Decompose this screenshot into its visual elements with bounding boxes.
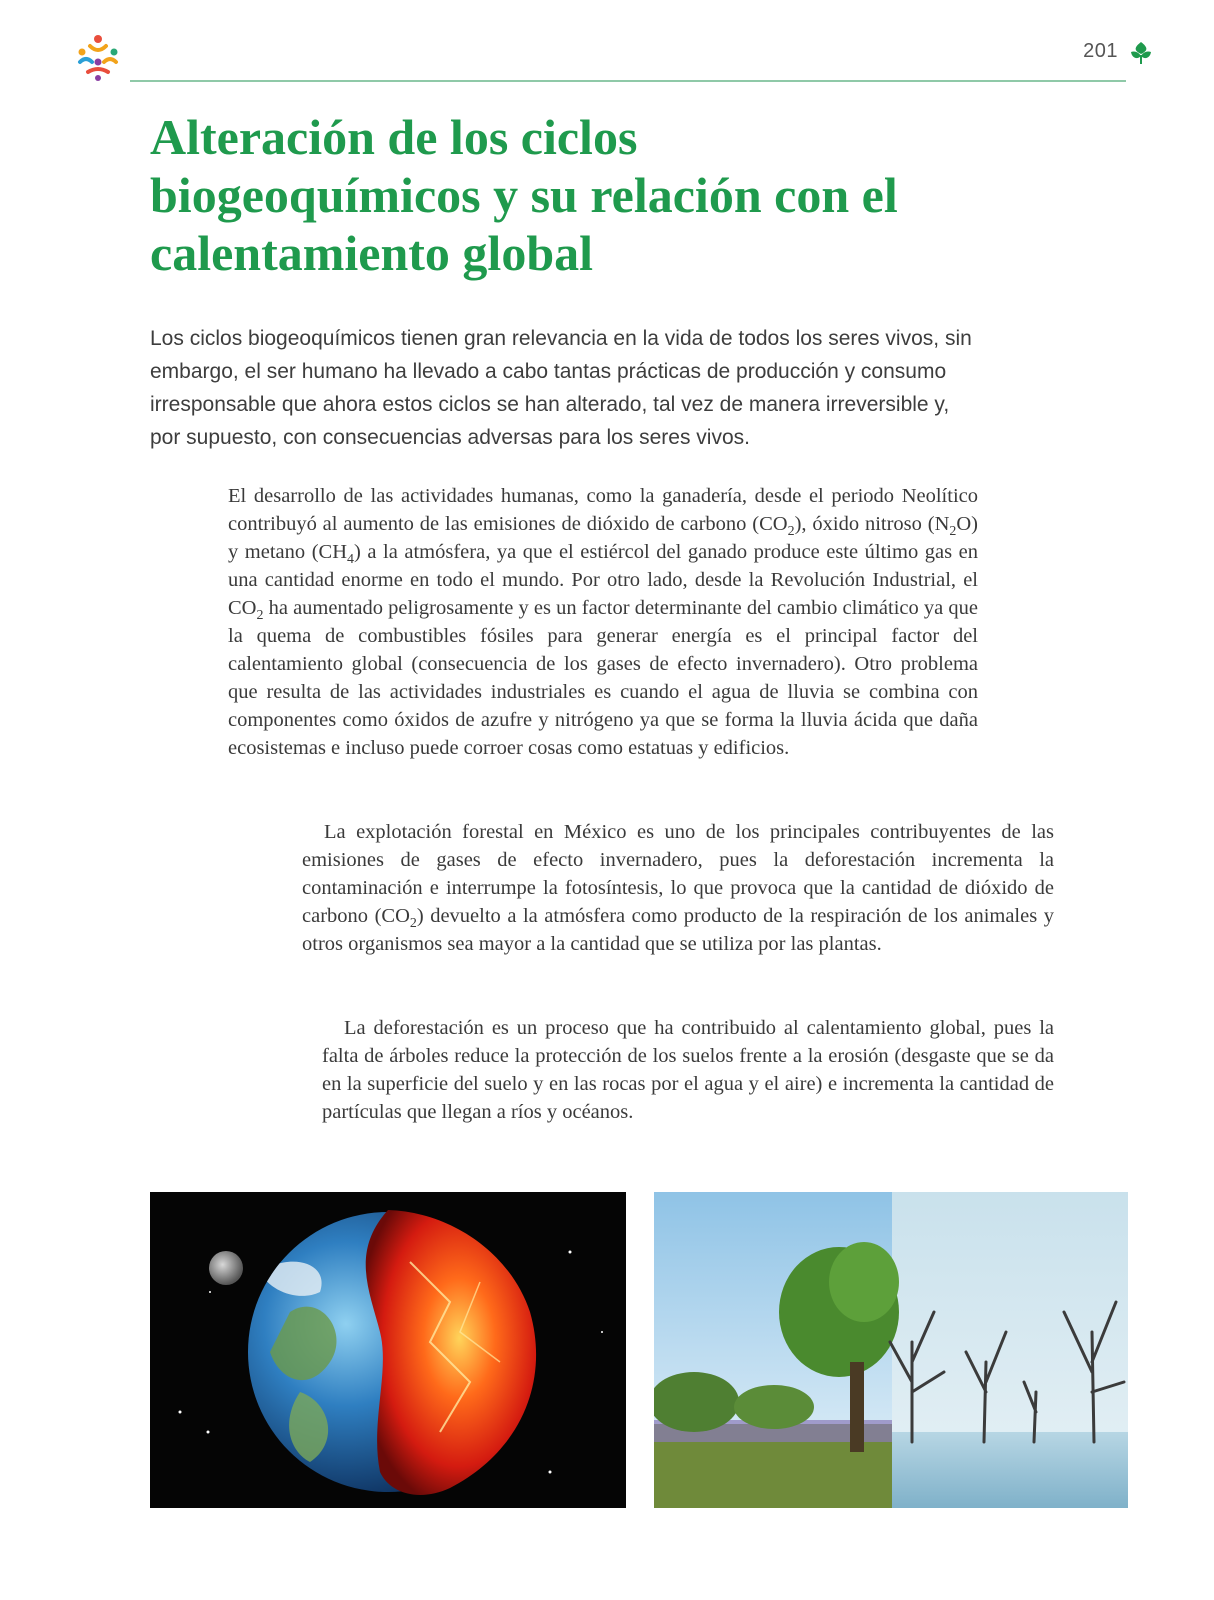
page-title: Alteración de los ciclos biogeoquímicos y su relación con el calentamiento global [150, 109, 898, 281]
green-leaf-icon [1128, 40, 1154, 66]
header-rule [130, 80, 1126, 82]
paragraph-livestock-emissions: El desarrollo de las actividades humanas, como la ganadería, desde el periodo Neolítico contribuyó al aumento de las emisiones de dióxido de carbono $(CO_2)$, óxido nitroso $(N_2O)$ y metano $(CH_4)$ a la atmósfera, ya que el estiércol del ganado produce este último gas en una cantidad enorme en todo el mundo. Por otro lado, desde la Revolución Industrial, el $CO_2$ ha aumentado peligrosamente y es un factor determinante del cambio climático ya que la quema de combustibles fósiles para generar energía es el principal factor del calentamiento global (consecuencia de los gases de efecto invernadero). Otro problema que resulta de las actividades industriales es cuando el agua de lluvia se combina con componentes como óxidos de azufre y nitrógeno ya que se forma la lluvia ácida que daña ecosistemas e incluso puede corroer cosas como estatuas y edificios. [228, 485, 978, 759]
colorful-people-logo-icon [72, 32, 124, 84]
paragraph-forest-exploitation: La explotación forestal en México es uno de los principales contribuyentes de las emisiones de gases de efecto invernadero, pues la deforestación incrementa la contaminación e interrumpe la fotosíntesis, lo que provoca que la cantidad de dióxido de carbono $(CO_2)$ devuelto a la atmósfera como producto de la respiración de los animales y otros organismos sea mayor a la cantidad que se utiliza por las plantas. [302, 821, 1054, 955]
page-number: 201 [1083, 40, 1118, 62]
intro-paragraph: Los ciclos biogeoquímicos tienen gran relevancia en la vida de todos los seres vivos, sin embargo, el ser humano ha llevado a cabo tantas prácticas de producción y consumo irresponsable que ahora estos ciclos se han alterado, tal vez de manera irreversible y, por supuesto, con consecuencias adversas para los seres vivos. [150, 327, 972, 449]
burning-earth-image [150, 1192, 626, 1508]
trees-deforestation-image [654, 1192, 1128, 1508]
paragraph-deforestation: La deforestación es un proceso que ha contribuido al calentamiento global, pues la falta de árboles reduce la protección de los suelos frente a la erosión (desgaste que se da en la superficie del suelo y en las rocas por el agua y el aire) e incrementa la cantidad de partículas que llegan a ríos y océanos. [322, 1017, 1054, 1123]
